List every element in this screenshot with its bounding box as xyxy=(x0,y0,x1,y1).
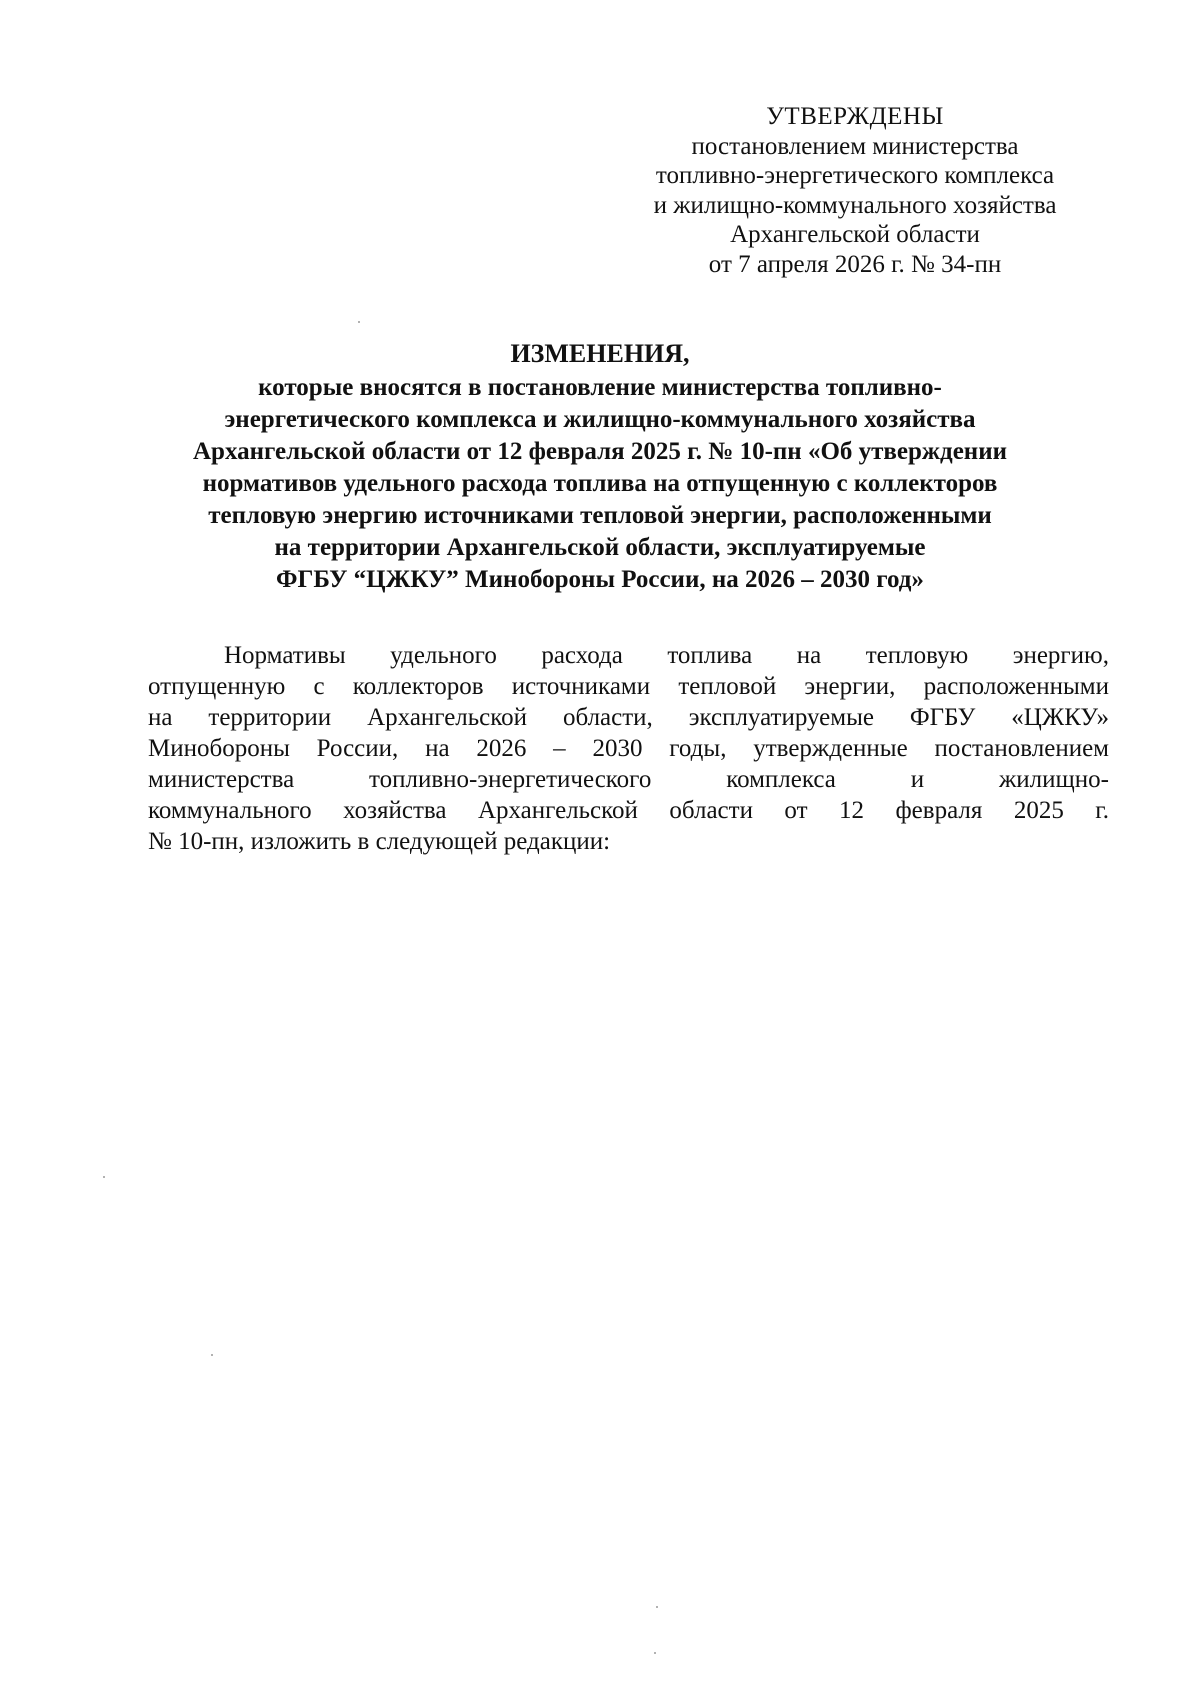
body-line: коммунального хозяйства Архангельской области от 12 февраля 2025 г. xyxy=(148,797,1109,824)
approval-date-number: от 7 апреля 2026 г. № 34-пн xyxy=(708,250,1002,278)
body-line: на территории Архангельской области, эксплуатируемые ФГБУ «ЦЖКУ» xyxy=(148,704,1109,731)
approval-line: топливно-энергетического комплекса xyxy=(655,162,1055,189)
body-line: № 10-пн, изложить в следующей редакции: xyxy=(148,828,611,855)
document-title: ИЗМЕНЕНИЯ, xyxy=(510,339,690,368)
heading-line: которые вносятся в постановление министерства топливно- xyxy=(258,374,942,401)
scan-speck xyxy=(103,1176,105,1178)
approval-line: постановлением министерства xyxy=(691,132,1019,160)
body-line: Нормативы удельного расхода топлива на тепловую энергию, xyxy=(224,642,1109,669)
heading-line: энергетического комплекса и жилищно-коммунального хозяйства xyxy=(224,406,976,433)
scan-speck xyxy=(358,321,360,323)
body-paragraph xyxy=(148,640,1109,857)
body-line: министерства топливно-энергетического комплекса и жилищно- xyxy=(148,766,1109,793)
body-line: Минобороны России, на 2026 – 2030 годы, утвержденные постановлением xyxy=(148,735,1109,762)
approval-line: и жилищно-коммунального хозяйства xyxy=(653,191,1057,219)
heading-line: нормативов удельного расхода топлива на отпущенную с коллекторов xyxy=(202,470,998,497)
heading-line: на территории Архангельской области, эксплуатируемые xyxy=(274,534,926,561)
heading-line: ФГБУ “ЦЖКУ” Минобороны России, на 2026 – 2030 год» xyxy=(276,566,924,593)
approval-line: Архангельской области xyxy=(730,221,980,248)
approval-title: УТВЕРЖДЕНЫ xyxy=(766,103,944,130)
heading-line: Архангельской области от 12 февраля 2025 г. № 10-пн «Об утверждении xyxy=(192,438,1008,465)
scan-speck xyxy=(654,1652,656,1654)
heading-line: тепловую энергию источниками тепловой энергии, расположенными xyxy=(208,502,992,529)
scan-speck xyxy=(211,1354,213,1356)
scan-speck xyxy=(656,1606,658,1608)
document-heading xyxy=(120,338,1080,596)
body-line: отпущенную с коллекторов источниками тепловой энергии, расположенными xyxy=(148,673,1109,700)
approval-block xyxy=(620,102,1090,279)
